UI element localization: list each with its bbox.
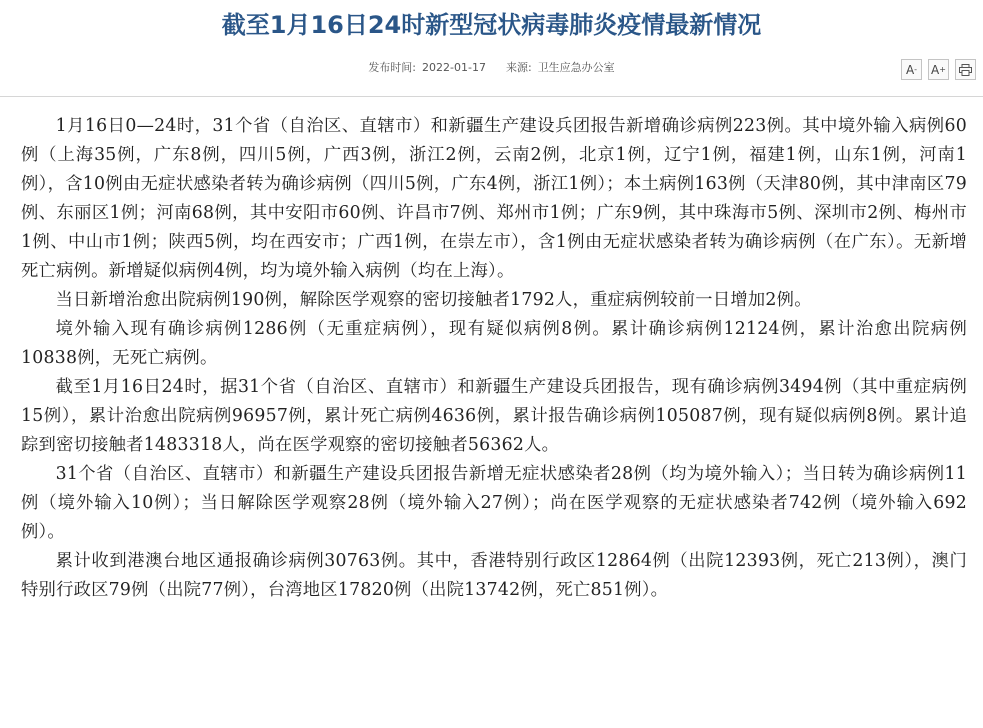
printer-icon — [959, 64, 972, 76]
publish-date: 2022-01-17 — [422, 61, 486, 74]
article-meta — [0, 60, 983, 76]
font-decrease-label: A — [905, 62, 915, 77]
source-label: 来源: — [505, 61, 532, 74]
article-title: 截至1月16日24时新型冠状病毒肺炎疫情最新情况 — [221, 11, 762, 39]
article-body — [0, 97, 983, 605]
minus-icon: - — [914, 65, 918, 74]
publish-label: 发布时间: — [368, 61, 417, 74]
paragraph: 截至1月16日24时，据31个省（自治区、直辖市）和新疆生产建设兵团报告，现有确诊病例3494例（其中重症病例15例），累计治愈出院病例96957例，累计死亡病例4636例，累计报告确诊病例105087例，现有疑似病例8例。累计追踪到密切接触者1483318人，尚在医学观察的密切接触者56362人。 — [21, 377, 967, 455]
source-name: 卫生应急办公室 — [537, 61, 615, 74]
paragraph: 1月16日0—24时，31个省（自治区、直辖市）和新疆生产建设兵团报告新增确诊病例223例。其中境外输入病例60例（上海35例，广东8例，四川5例，广西3例，浙江2例，云南2例，北京1例，辽宁1例，福建1例，山东1例，河南1例），含10例由无症状感染者转为确诊病例（四川5例，广东4例，浙江1例）；本土病例163例（天津80例，其中津南区79例、东丽区1例；河南68例，其中安阳市60例、许昌市7例、郑州市1例；广东9例，其中珠海市5例、深圳市2例、梅州市1例、中山市1例；陕西5例，均在西安市；广西1例，在崇左市），含1例由无症状感染者转为确诊病例（在广东）。无新增死亡病例。新增疑似病例4例，均为境外输入病例（均在上海）。 — [21, 116, 967, 281]
paragraph: 31个省（自治区、直辖市）和新疆生产建设兵团报告新增无症状感染者28例（均为境外输入）；当日转为确诊病例11例（境外输入10例）；当日解除医学观察28例（境外输入27例）；尚在医学观察的无症状感染者742例（境外输入692例）。 — [21, 464, 967, 542]
article-toolbar — [901, 59, 976, 80]
font-increase-button[interactable] — [928, 59, 949, 80]
font-decrease-button[interactable] — [901, 59, 922, 80]
print-button[interactable] — [955, 59, 976, 80]
plus-icon: + — [939, 65, 946, 74]
font-increase-label: A — [931, 62, 940, 77]
article-header — [0, 0, 983, 97]
paragraph: 累计收到港澳台地区通报确诊病例30763例。其中，香港特别行政区12864例（出院12393例，死亡213例），澳门特别行政区79例（出院77例），台湾地区17820例（出院13742例，死亡851例）。 — [21, 551, 967, 600]
paragraph: 当日新增治愈出院病例190例，解除医学观察的密切接触者1792人，重症病例较前一日增加2例。 — [55, 290, 812, 310]
paragraph: 境外输入现有确诊病例1286例（无重症病例），现有疑似病例8例。累计确诊病例12124例，累计治愈出院病例10838例，无死亡病例。 — [21, 319, 967, 368]
